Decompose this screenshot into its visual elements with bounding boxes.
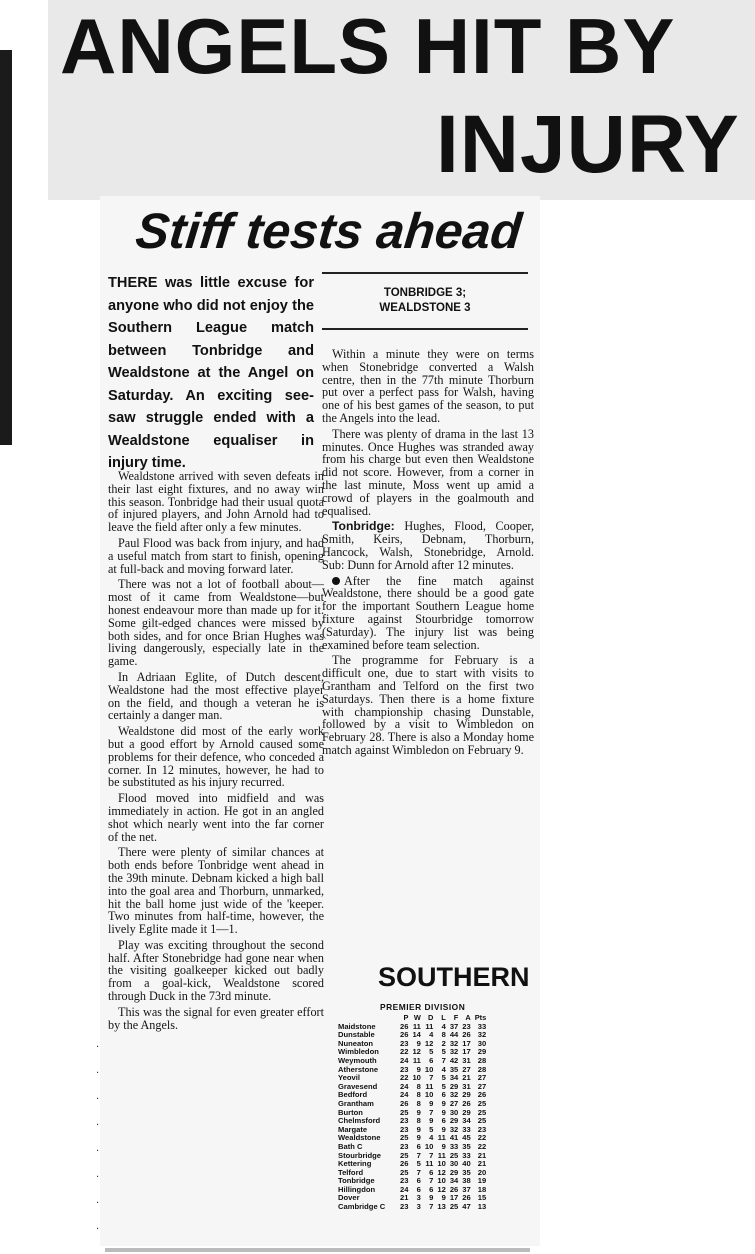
stat-cell: 32 — [449, 1124, 459, 1134]
stat-cell: 27 — [477, 1081, 487, 1091]
stat-cell: 24 — [400, 1081, 409, 1091]
stat-cell: 23 — [477, 1124, 487, 1134]
stat-cell: 35 — [462, 1141, 471, 1151]
stat-cell: 19 — [477, 1176, 487, 1186]
stat-cell: 6 — [429, 1184, 434, 1194]
paragraph — [322, 575, 534, 652]
paragraph: Paul Flood was back from injury, and had a useful match from start to finish, opening at full-back and moving forward later. — [108, 535, 324, 576]
team-name: Cambridge C — [338, 1202, 386, 1212]
stat-cell: 7 — [441, 1055, 446, 1065]
stat-cell: 7 — [429, 1176, 434, 1186]
team-label: Tonbridge: — [332, 519, 395, 534]
stat-cell: 23 — [400, 1038, 409, 1048]
stat-cell: 5 — [441, 1047, 446, 1057]
paragraph: Within a minute they were on terms when Stonebridge converted a Walsh centre, then in the 77th minute Thorburn put over a perfect pass for Walsh, having one of his best games of the season, to put the Angels into the lead. — [322, 347, 534, 425]
stat-cell: 25 — [449, 1202, 459, 1212]
stat-cell: 4 — [441, 1021, 446, 1031]
stat-cell: 6 — [441, 1116, 446, 1126]
stat-cell: 29 — [449, 1081, 459, 1091]
stat-cell: 6 — [429, 1055, 434, 1065]
stat-cell: 9 — [441, 1141, 446, 1151]
stat-cell: 21 — [477, 1159, 487, 1169]
stat-cell: 9 — [441, 1193, 446, 1203]
team-name: Wealdstone — [338, 1133, 381, 1143]
article-column-1 — [108, 470, 324, 1034]
team-name: Yeovil — [338, 1073, 360, 1083]
stat-cell: 32 — [449, 1038, 459, 1048]
stat-cell: 23 — [400, 1202, 409, 1212]
stat-cell: 25 — [477, 1098, 487, 1108]
league-title: SOUTHERN — [378, 962, 530, 992]
stat-cell: 21 — [477, 1150, 487, 1160]
stat-cell: 5 — [441, 1081, 446, 1091]
paragraph: There were plenty of similar chances at both ends before Tonbridge went ahead in the 39th minute. Debnam kicked a high ball into the goal area and Thorburn, unmarked, hit the ball home just wide of the 'keeper. Two minutes from half-time, however, the lively Eglite made it 1—1. — [108, 845, 324, 937]
stat-cell: 4 — [429, 1133, 434, 1143]
stat-cell: 8 — [416, 1098, 421, 1108]
stat-cell: 31 — [462, 1081, 471, 1091]
stat-cell: 11 — [437, 1133, 446, 1143]
stat-cell: 11 — [425, 1021, 434, 1031]
team-name: Tonbridge — [338, 1176, 375, 1186]
stat-cell: 24 — [400, 1055, 409, 1065]
stat-cell: 5 — [416, 1159, 421, 1169]
stat-cell: 6 — [429, 1167, 434, 1177]
stat-cell: 9 — [429, 1193, 434, 1203]
stat-cell: 29 — [449, 1116, 459, 1126]
stat-cell: 26 — [462, 1030, 471, 1040]
scan-margin-marks: · · · · · · · · — [96, 1042, 100, 1235]
league-table — [336, 1014, 488, 1212]
stat-cell: 37 — [462, 1184, 471, 1194]
paragraph: There was not a lot of football about—most of it came from Wealdstone—but honest endeavour more than made up for it. Some gilt-edged chances were missed by both sides, and for once Brian Hughes was living dangerously, especially late in the game. — [108, 577, 324, 669]
stat-cell: 6 — [416, 1176, 421, 1186]
stat-cell: 22 — [400, 1047, 409, 1057]
stat-cell: 4 — [441, 1064, 446, 1074]
stat-cell: 29 — [462, 1107, 471, 1117]
stat-cell: 27 — [462, 1064, 471, 1074]
team-name: Stourbridge — [338, 1150, 382, 1160]
paragraph: Wealdstone arrived with seven defeats in their last eight fixtures, and no away win this season. Tonbridge had their usual quota of injured players, and John Arnold had to leave the field after only a few minutes. — [108, 469, 324, 535]
stat-cell: 4 — [429, 1030, 434, 1040]
stat-cell: 30 — [477, 1038, 487, 1048]
stat-cell: 45 — [462, 1133, 471, 1143]
league-header-cell: L — [441, 1013, 446, 1022]
stat-cell: 26 — [400, 1098, 409, 1108]
stat-cell: 7 — [416, 1150, 421, 1160]
stat-cell: 23 — [400, 1116, 409, 1126]
stat-cell: 9 — [429, 1116, 434, 1126]
league-header-cell: A — [465, 1013, 471, 1022]
team-name: Atherstone — [338, 1064, 379, 1074]
stat-cell: 26 — [400, 1030, 409, 1040]
team-name: Gravesend — [338, 1081, 378, 1091]
stat-cell: 8 — [416, 1116, 421, 1126]
stat-cell: 22 — [477, 1133, 487, 1143]
stat-cell: 25 — [400, 1167, 409, 1177]
stat-cell: 26 — [477, 1090, 487, 1100]
league-division: PREMIER DIVISION — [380, 1002, 466, 1012]
stat-cell: 6 — [416, 1141, 421, 1151]
stat-cell: 30 — [449, 1107, 459, 1117]
stat-cell: 20 — [477, 1167, 487, 1177]
stat-cell: 10 — [424, 1141, 434, 1151]
stat-cell: 21 — [400, 1193, 409, 1203]
stat-cell: 12 — [412, 1047, 421, 1057]
stat-cell: 26 — [462, 1098, 471, 1108]
stat-cell: 33 — [449, 1141, 459, 1151]
team-list: Hughes, Flood, Cooper, Smith, Keirs, Debnam, Thorburn, Hancock, Walsh, Stonebridge, Arnold. Sub: Dunn for Arnold after 12 minutes. — [322, 519, 534, 572]
stat-cell: 32 — [477, 1030, 487, 1040]
stat-cell: 11 — [425, 1081, 434, 1091]
stat-cell: 26 — [449, 1184, 459, 1194]
stat-cell: 8 — [416, 1090, 421, 1100]
team-name: Dover — [338, 1193, 360, 1203]
team-name: Telford — [338, 1167, 364, 1177]
stat-cell: 26 — [462, 1193, 471, 1203]
stat-cell: 29 — [477, 1047, 487, 1057]
stat-cell: 7 — [429, 1107, 434, 1117]
bullet-icon — [332, 577, 340, 585]
league-table-body — [336, 1023, 488, 1212]
stat-cell: 25 — [400, 1133, 409, 1143]
stat-cell: 7 — [429, 1202, 434, 1212]
stat-cell: 37 — [449, 1021, 459, 1031]
stat-cell: 35 — [462, 1167, 471, 1177]
stat-cell: 18 — [477, 1184, 487, 1194]
stat-cell: 38 — [462, 1176, 471, 1186]
paragraph: In Adriaan Eglite, of Dutch descent, Wealdstone had the most effective player on the field, and though a veteran he is certainly a danger man. — [108, 669, 324, 723]
team-name: Chelmsford — [338, 1116, 381, 1126]
stat-cell: 23 — [400, 1064, 409, 1074]
stat-cell: 33 — [477, 1021, 487, 1031]
stat-cell: 7 — [429, 1073, 434, 1083]
stat-cell: 23 — [462, 1021, 471, 1031]
stat-cell: 22 — [400, 1073, 409, 1083]
stat-cell: 30 — [449, 1159, 459, 1169]
stat-cell: 41 — [449, 1133, 459, 1143]
stat-cell: 32 — [449, 1047, 459, 1057]
bottom-rule — [105, 1248, 530, 1252]
stat-cell: 15 — [477, 1193, 487, 1203]
paragraph-text: After the fine match against Wealdstone, there should be a good gate for the important Southern League home fixture against Stourbridge tomorrow (Saturday). The injury list was being examined before team selection. — [322, 573, 534, 652]
paragraph: Play was exciting throughout the second half. After Stonebridge had gone near when the visiting goalkeeper kicked out badly from a goal-kick, Wealdstone scored through Duck in the 73rd minute. — [108, 937, 324, 1004]
team-name: Nuneaton — [338, 1038, 374, 1048]
team-name: Dunstable — [338, 1030, 375, 1040]
stat-cell: 44 — [449, 1030, 459, 1040]
stat-cell: 5 — [441, 1073, 446, 1083]
paragraph: There was plenty of drama in the last 13 minutes. Once Hughes was stranded away from his charge but even then Wealdstone did not score. However, from a corner in the last minute, Moss went up amid a crowd of players in the goalmouth and equalised. — [322, 426, 534, 518]
table-row — [336, 1203, 488, 1212]
stat-cell: 10 — [437, 1176, 446, 1186]
stat-cell: 29 — [449, 1167, 459, 1177]
stat-cell: 9 — [416, 1064, 421, 1074]
lead-paragraph: THERE was little excuse for anyone who did not enjoy the Southern League match between Tonbridge and Wealdstone at the Angel on Saturday. An exciting see-saw struggle ended with a Wealdstone equaliser in injury time. — [108, 275, 314, 471]
stat-cell: 25 — [477, 1107, 487, 1117]
stat-cell: 9 — [429, 1098, 434, 1108]
stat-cell: 3 — [416, 1202, 421, 1212]
league-header-cell: D — [428, 1013, 434, 1022]
stat-cell: 26 — [400, 1021, 409, 1031]
stat-cell: 34 — [449, 1073, 459, 1083]
stat-cell: 7 — [429, 1150, 434, 1160]
league-header-cell: P — [403, 1013, 409, 1022]
paragraph: This was the signal for even greater effort by the Angels. — [108, 1004, 324, 1032]
stat-cell: 12 — [437, 1167, 446, 1177]
stat-cell: 11 — [425, 1159, 434, 1169]
stat-cell: 12 — [424, 1038, 434, 1048]
team-name: Bath C — [338, 1141, 363, 1151]
scoreline-home: TONBRIDGE 3; — [383, 287, 467, 299]
stat-cell: 24 — [400, 1184, 409, 1194]
team-lineup — [322, 520, 534, 571]
team-name: Kettering — [338, 1159, 372, 1169]
stat-cell: 11 — [412, 1055, 421, 1065]
paragraph: Flood moved into midfield and was immediately in action. He got in an angled shot which nearly went into the far corner of the net. — [108, 791, 324, 844]
stat-cell: 47 — [462, 1202, 471, 1212]
stat-cell: 35 — [449, 1064, 459, 1074]
stat-cell: 21 — [462, 1073, 471, 1083]
stat-cell: 5 — [429, 1047, 434, 1057]
stat-cell: 17 — [449, 1193, 459, 1203]
stat-cell: 6 — [416, 1184, 421, 1194]
team-name: Burton — [338, 1107, 363, 1117]
stat-cell: 34 — [449, 1176, 459, 1186]
stat-cell: 25 — [400, 1150, 409, 1160]
stat-cell: 25 — [449, 1150, 459, 1160]
stat-cell: 9 — [441, 1124, 446, 1134]
stat-cell: 28 — [477, 1055, 487, 1065]
team-name: Wimbledon — [338, 1047, 379, 1057]
stat-cell: 24 — [400, 1090, 409, 1100]
stat-cell: 33 — [462, 1124, 471, 1134]
scoreline-box — [322, 272, 528, 330]
stat-cell: 28 — [477, 1064, 487, 1074]
stat-cell: 9 — [416, 1107, 421, 1117]
team-name: Maidstone — [338, 1021, 376, 1031]
stat-cell: 8 — [416, 1081, 421, 1091]
stat-cell: 33 — [462, 1150, 471, 1160]
stat-cell: 27 — [449, 1098, 459, 1108]
stat-cell: 29 — [462, 1090, 471, 1100]
stat-cell: 32 — [449, 1090, 459, 1100]
league-header-cell: Pts — [474, 1013, 487, 1022]
team-name: Grantham — [338, 1098, 374, 1108]
paragraph: The programme for February is a difficult one, due to start with visits to Grantham and Telford on the first two Saturdays. Then there is a home fixture with championship chasing Dunstable, followed by a visit to Wimbledon on February 28. There is also a Monday home match against Wimbledon on February 9. — [322, 653, 534, 757]
stat-cell: 17 — [462, 1047, 471, 1057]
team-name: Weymouth — [338, 1055, 377, 1065]
stat-cell: 17 — [462, 1038, 471, 1048]
stat-cell: 26 — [400, 1159, 409, 1169]
stat-cell: 23 — [400, 1141, 409, 1151]
stat-cell: 23 — [400, 1176, 409, 1186]
team-name: Margate — [338, 1124, 368, 1134]
stat-cell: 10 — [424, 1090, 434, 1100]
stat-cell: 25 — [477, 1116, 487, 1126]
stat-cell: 9 — [416, 1124, 421, 1134]
stat-cell: 14 — [412, 1030, 421, 1040]
paragraph: Wealdstone did most of the early work but a good effort by Arnold caused some problems for their defence, who conceded a corner. In 12 minutes, however, he had to be substituted as his injury recurred. — [108, 724, 324, 790]
stat-cell: 7 — [416, 1167, 421, 1177]
stat-cell: 10 — [424, 1064, 434, 1074]
stat-cell: 31 — [462, 1055, 471, 1065]
stat-cell: 3 — [416, 1193, 421, 1203]
stat-cell: 25 — [400, 1107, 409, 1117]
stat-cell: 10 — [412, 1073, 421, 1083]
headline-line-1: ANGELS HIT BY — [60, 2, 676, 90]
stat-cell: 9 — [416, 1038, 421, 1048]
stat-cell: 5 — [429, 1124, 434, 1134]
headline-line-2: INJURY — [436, 99, 740, 190]
stat-cell: 13 — [477, 1202, 487, 1212]
stat-cell: 11 — [412, 1021, 421, 1031]
team-name: Bedford — [338, 1090, 368, 1100]
stat-cell: 22 — [477, 1141, 487, 1151]
subheadline: Stiff tests ahead — [133, 203, 525, 259]
stat-cell: 13 — [437, 1202, 446, 1212]
stat-cell: 9 — [441, 1107, 446, 1117]
stat-cell: 27 — [477, 1073, 487, 1083]
stat-cell: 12 — [437, 1184, 446, 1194]
stat-cell: 9 — [441, 1098, 446, 1108]
league-header-cell: W — [413, 1013, 421, 1022]
stat-cell: 11 — [437, 1150, 446, 1160]
scoreline-away: WEALDSTONE 3 — [379, 302, 471, 314]
team-name: Hillingdon — [338, 1184, 376, 1194]
league-header-cell: F — [453, 1013, 459, 1022]
stat-cell: 10 — [437, 1159, 446, 1169]
stat-cell: 40 — [462, 1159, 471, 1169]
stat-cell: 42 — [449, 1055, 459, 1065]
stat-cell: 34 — [462, 1116, 471, 1126]
stat-cell: 8 — [441, 1030, 446, 1040]
scan-edge-bar — [0, 50, 12, 445]
stat-cell: 6 — [441, 1090, 446, 1100]
stat-cell: 23 — [400, 1124, 409, 1134]
article-column-2 — [322, 348, 534, 760]
stat-cell: 2 — [441, 1038, 446, 1048]
stat-cell: 9 — [416, 1133, 421, 1143]
